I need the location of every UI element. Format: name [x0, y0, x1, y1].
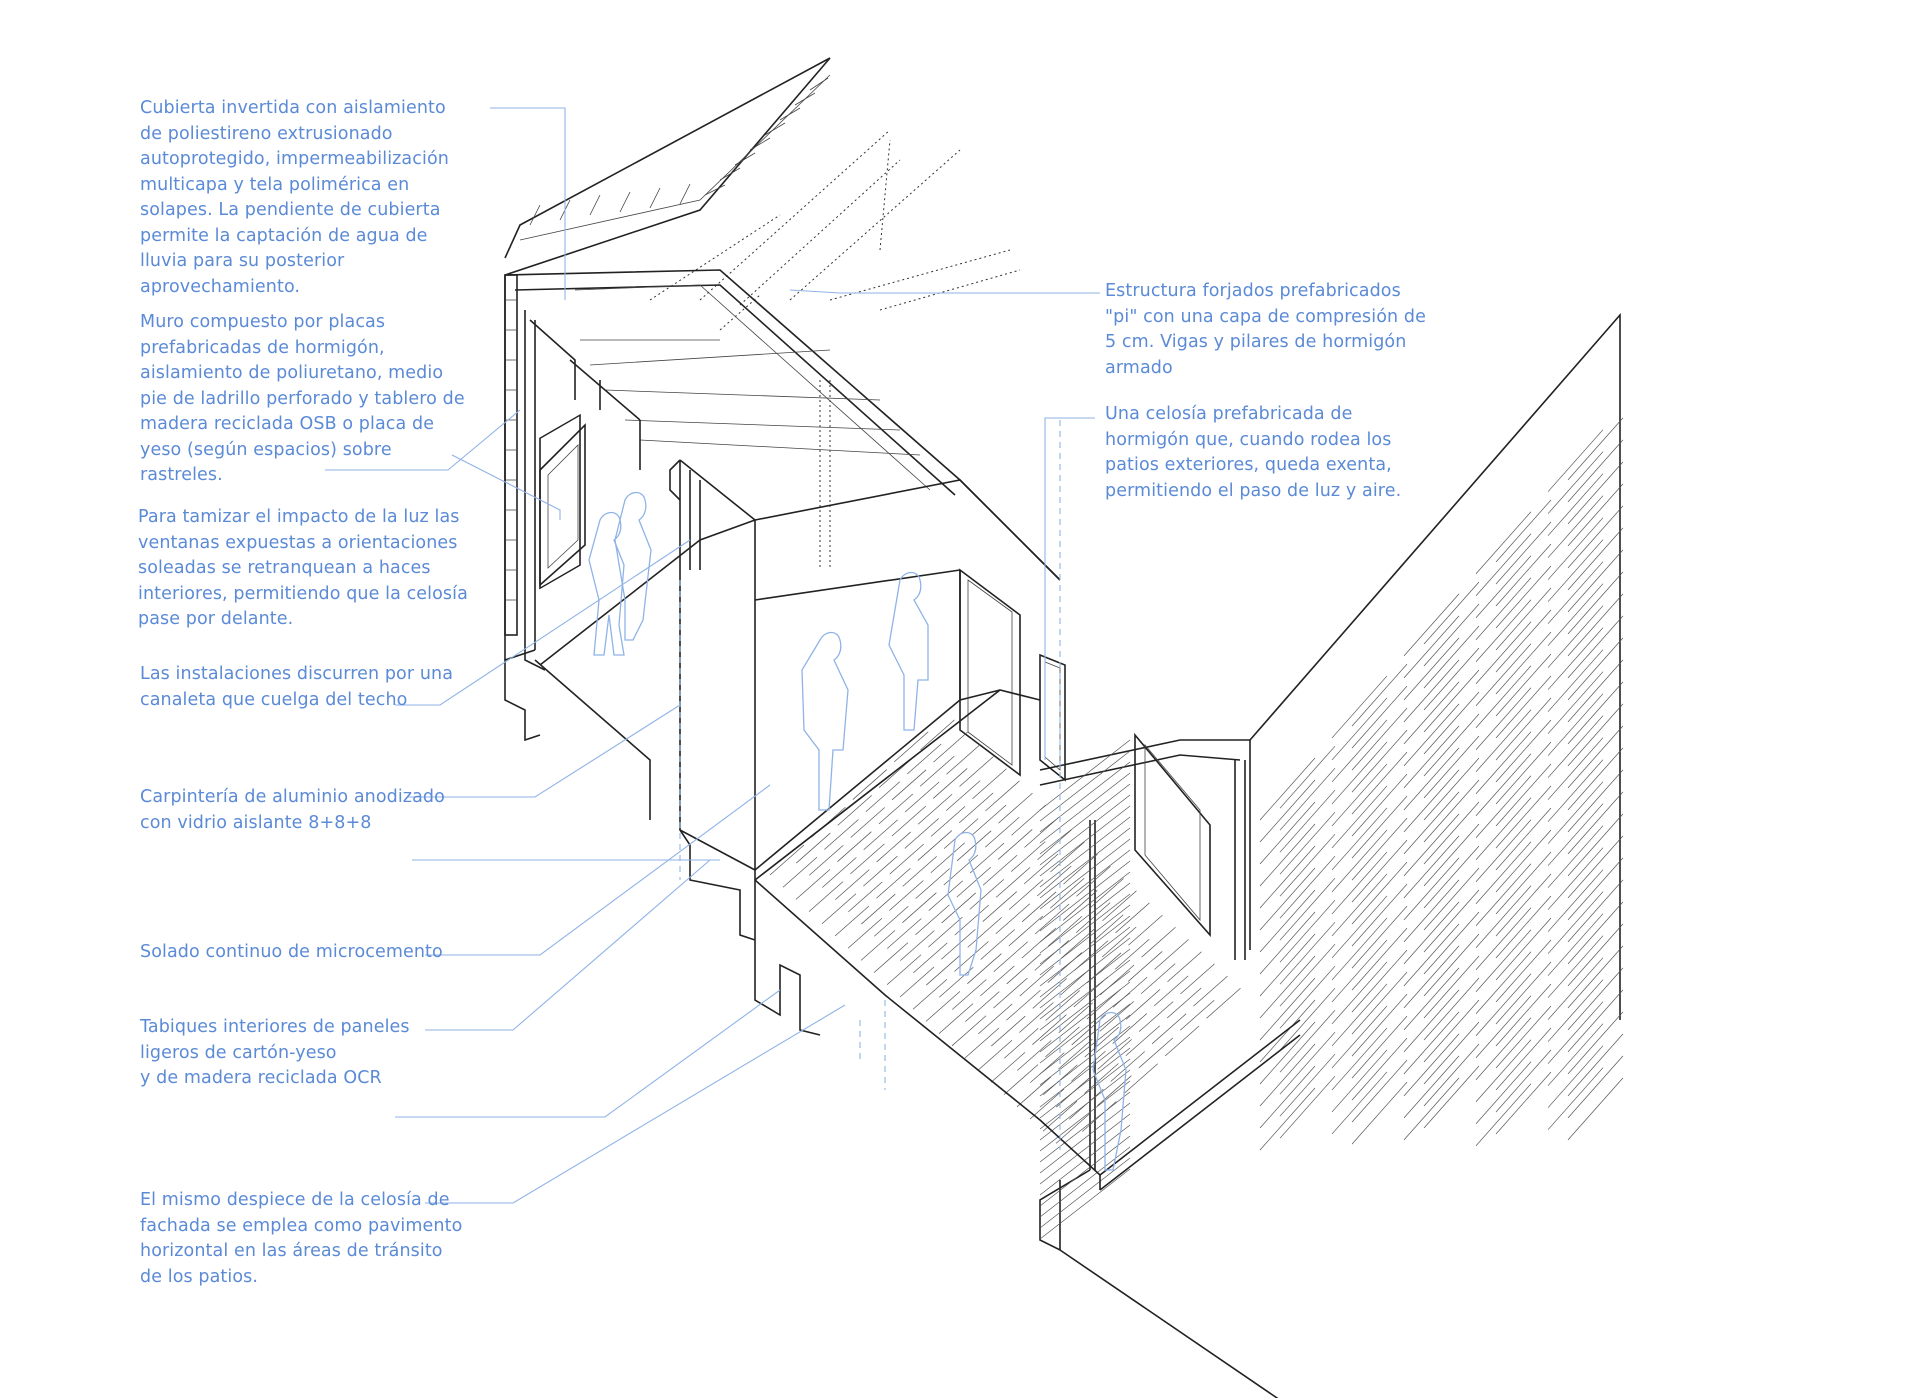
note-cubierta: Cubierta invertida con aislamiento de poliestireno extrusionado autoprotegido, impermeabilización multicapa y tela polimérica en solapes. La pendiente de cubierta permite la captación de agua de lluvia para su posterior aprovechamiento. [140, 98, 449, 297]
note-pavimento: El mismo despiece de la celosía de fachada se emplea como pavimento horizontal en las áreas de tránsito de los patios. [140, 1190, 463, 1287]
note-tabiques: Tabiques interiores de paneles ligeros de cartón-yeso y de madera reciclada OCR [140, 1017, 410, 1088]
patio-window [1040, 655, 1065, 780]
note-solado: Solado continuo de microcemento [140, 942, 443, 962]
roof-slope [505, 58, 830, 275]
patio-floor-hatching [770, 720, 1241, 1144]
note-carpinteria: Carpintería de aluminio anodizado con vidrio aislante 8+8+8 [140, 787, 445, 833]
note-instalaciones: Las instalaciones discurren por una canaleta que cuelga del techo [140, 664, 454, 710]
lattice-window [1135, 735, 1210, 935]
note-celosia: Una celosía prefabricada de hormigón que, cuando rodea los patios exteriores, queda exenta, permitiendo el paso de luz y aire. [1105, 404, 1402, 501]
window-right-interior [960, 570, 1020, 775]
dashed-leaders [680, 420, 1060, 1150]
window-left [540, 425, 585, 585]
top-slab [505, 270, 1060, 660]
lattice-hatching [1040, 418, 1623, 1239]
left-wall [505, 275, 580, 740]
note-muro: Muro compuesto por placas prefabricadas de hormigón, aislamiento de poliuretano, medio pie de ladrillo perforado y tablero de madera reciclada OSB o placa de yeso (según espacios) sobre rastreles. [140, 312, 465, 485]
patio-floor [755, 690, 1300, 1398]
note-ventanas: Para tamizar el impacto de la luz las ventanas expuestas a orientaciones soleadas se retranquean a haces interiores, permitiendo que la celosía pase por delante. [138, 507, 468, 629]
note-estructura: Estructura forjados prefabricados "pi" con una capa de compresión de 5 cm. Vigas y pilares de hormigón armado [1105, 281, 1426, 378]
